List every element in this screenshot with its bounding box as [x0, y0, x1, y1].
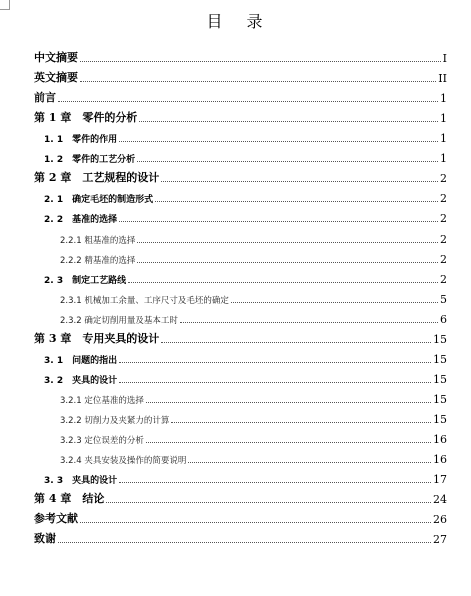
- toc-entry-label: 第 4 章 结论: [34, 492, 105, 505]
- toc-entry-label: 2.2.1 粗基准的选择: [60, 236, 136, 246]
- toc-entry-page: 2: [440, 233, 447, 246]
- toc-entry-page: 2: [440, 253, 447, 266]
- toc-entry[interactable]: [60, 452, 447, 466]
- toc-entry-label: 第 3 章 专用夹具的设计: [34, 332, 160, 345]
- toc-entry-page: 5: [440, 293, 447, 306]
- toc-entry-label: 3. 3 夹具的设计: [44, 476, 118, 486]
- toc-entry-label: 3. 2 夹具的设计: [44, 376, 118, 386]
- toc-entry[interactable]: [44, 131, 447, 145]
- toc-entry-page: 1: [440, 152, 447, 165]
- toc-entry-label: 3. 1 问题的指出: [44, 356, 118, 366]
- toc-entry-label: 第 1 章 零件的分析: [34, 111, 138, 124]
- toc-entry-page: I: [442, 52, 447, 65]
- dot-leader: [119, 482, 431, 483]
- toc-entry-label: 第 2 章 工艺规程的设计: [34, 171, 160, 184]
- toc-entry[interactable]: [44, 151, 447, 165]
- dot-leader: [180, 322, 438, 323]
- toc-entry[interactable]: [44, 191, 447, 205]
- toc-entry-label: 2. 2 基准的选择: [44, 215, 118, 225]
- toc-entry[interactable]: [34, 91, 447, 105]
- toc-entry-page: 16: [433, 433, 447, 446]
- dot-leader: [161, 181, 438, 182]
- toc-entry-label: 中文摘要: [34, 51, 78, 64]
- dot-leader: [119, 382, 431, 383]
- toc-entry[interactable]: [34, 332, 447, 346]
- dot-leader: [139, 121, 438, 122]
- toc-entry-label: 2.3.1 机械加工余量、工序尺寸及毛坯的确定: [60, 296, 229, 306]
- toc-entry[interactable]: [44, 272, 447, 286]
- toc-entry[interactable]: [60, 392, 447, 406]
- toc-entry-page: 15: [433, 353, 447, 366]
- toc-entry[interactable]: [60, 232, 447, 246]
- toc-entry-page: 2: [440, 172, 447, 185]
- toc-entry-page: 17: [433, 473, 447, 486]
- toc-entry-label: 致谢: [34, 532, 56, 545]
- toc-entry[interactable]: [44, 211, 447, 225]
- toc-entry-page: 2: [440, 192, 447, 205]
- toc-entry-label: 1. 1 零件的作用: [44, 135, 118, 145]
- toc-entry[interactable]: [44, 352, 447, 366]
- dot-leader: [80, 81, 436, 82]
- toc-entry-page: 6: [440, 313, 447, 326]
- toc-entry[interactable]: [60, 292, 447, 306]
- toc-entry[interactable]: [44, 472, 447, 486]
- toc-entry-page: 2: [440, 212, 447, 225]
- toc-entry[interactable]: [60, 412, 447, 426]
- toc-entry[interactable]: [34, 532, 447, 546]
- dot-leader: [80, 61, 441, 62]
- dot-leader: [128, 282, 438, 283]
- toc-entry[interactable]: [60, 312, 447, 326]
- toc-entry-label: 2. 3 制定工艺路线: [44, 276, 127, 286]
- toc-entry-page: 27: [433, 533, 447, 546]
- toc-entry-page: 26: [433, 513, 447, 526]
- toc-entry-label: 2. 1 确定毛坯的制造形式: [44, 195, 154, 205]
- toc-entry-label: 2.2.2 精基准的选择: [60, 256, 136, 266]
- toc-entry[interactable]: [34, 171, 447, 185]
- toc-entry[interactable]: [34, 71, 447, 85]
- dot-leader: [137, 161, 438, 162]
- toc-entry-label: 1. 2 零件的工艺分析: [44, 155, 136, 165]
- dot-leader: [119, 362, 431, 363]
- toc-entry-page: 15: [433, 393, 447, 406]
- dot-leader: [58, 101, 438, 102]
- toc-entry-label: 3.2.3 定位误差的分析: [60, 436, 144, 446]
- toc-entry-page: 15: [433, 333, 447, 346]
- toc-entry-page: 1: [440, 92, 447, 105]
- dot-leader: [119, 221, 438, 222]
- toc-entry-page: 15: [433, 373, 447, 386]
- toc-entry[interactable]: [60, 432, 447, 446]
- dot-leader: [106, 502, 431, 503]
- toc-entry-page: II: [438, 72, 447, 85]
- dot-leader: [80, 522, 431, 523]
- toc-entry-label: 英文摘要: [34, 71, 78, 84]
- toc-entry[interactable]: [60, 252, 447, 266]
- toc-entry-label: 3.2.1 定位基准的选择: [60, 396, 144, 406]
- toc-title-char-1: 目: [206, 12, 225, 31]
- dot-leader: [161, 342, 431, 343]
- dot-leader: [231, 302, 438, 303]
- toc-entry-page: 1: [440, 132, 447, 145]
- toc-entry-page: 2: [440, 273, 447, 286]
- toc-entry-label: 前言: [34, 91, 56, 104]
- dot-leader: [137, 262, 438, 263]
- toc-entry[interactable]: [34, 111, 447, 125]
- toc-entry-label: 3.2.4 夹具安装及操作的简要说明: [60, 456, 187, 466]
- toc-entry[interactable]: [44, 372, 447, 386]
- dot-leader: [119, 141, 438, 142]
- dot-leader: [146, 402, 431, 403]
- toc-title: [0, 9, 471, 32]
- toc-entry-page: 15: [433, 413, 447, 426]
- toc-entry-page: 16: [433, 453, 447, 466]
- toc-entry-label: 参考文献: [34, 512, 78, 525]
- toc-entry-page: 24: [433, 493, 447, 506]
- toc-entry-page: 1: [440, 112, 447, 125]
- dot-leader: [155, 201, 438, 202]
- toc-title-char-2: 录: [246, 12, 265, 31]
- dot-leader: [171, 422, 431, 423]
- dot-leader: [58, 542, 431, 543]
- dot-leader: [146, 442, 431, 443]
- toc-entry[interactable]: [34, 492, 447, 506]
- dot-leader: [137, 242, 438, 243]
- toc-entry-label: 3.2.2 切削力及夹紧力的计算: [60, 416, 170, 426]
- toc-entry[interactable]: [34, 512, 447, 526]
- dot-leader: [188, 462, 431, 463]
- toc-entry[interactable]: [34, 51, 447, 65]
- toc-entry-label: 2.3.2 确定切削用量及基本工时: [60, 316, 178, 326]
